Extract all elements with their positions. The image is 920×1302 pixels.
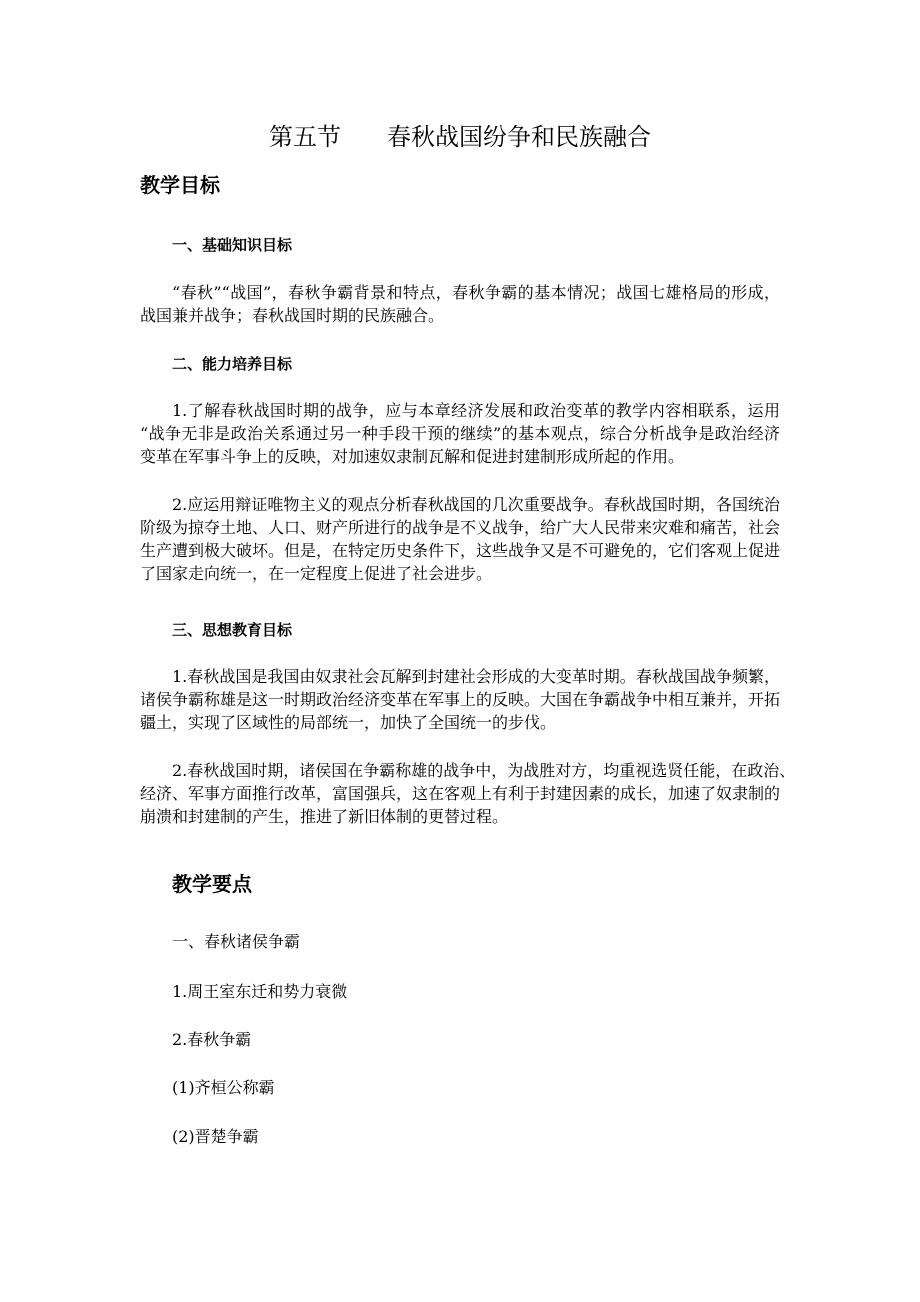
list-item: 2.春秋争霸 bbox=[172, 1030, 252, 1049]
paragraph bbox=[140, 665, 780, 734]
paragraph bbox=[140, 759, 796, 828]
paragraph-line: “战争无非是政治关系通过另一种手段干预的继续”的基本观点，综合分析战争是政治经济 bbox=[140, 424, 780, 443]
paragraph-line: 2.应运用辩证唯物主义的观点分析春秋战国的几次重要战争。春秋战国时期，各国统治 bbox=[172, 495, 780, 514]
paragraph-line: 变革在军事斗争上的反映，对加速奴隶制瓦解和促进封建制形成所起的作用。 bbox=[140, 447, 685, 466]
paragraph-line: 疆土，实现了区域性的局部统一，加快了全国统一的步伐。 bbox=[140, 713, 557, 732]
paragraph-line: 诸侯争霸称雄是这一时期政治经济变革在军事上的反映。大国在争霸战争中相互兼并，开拓 bbox=[140, 690, 781, 709]
paragraph bbox=[140, 493, 780, 585]
paragraph-line: 战国兼并战争；春秋战国时期的民族融合。 bbox=[140, 306, 445, 325]
goals-heading: 教学目标 bbox=[140, 173, 220, 197]
list-item: (2)晋楚争霸 bbox=[172, 1127, 259, 1146]
paragraph-line: 生产遭到极大破坏。但是，在特定历史条件下，这些战争又是不可避免的，它们客观上促进 bbox=[140, 541, 781, 560]
paragraph-line: 崩溃和封建制的产生，推进了新旧体制的更替过程。 bbox=[140, 807, 509, 826]
list-item: 一、春秋诸侯争霸 bbox=[172, 932, 301, 951]
paragraph-line: 2.春秋战国时期，诸侯国在争霸称雄的战争中，为战胜对方，均重视选贤任能，在政治、 bbox=[172, 761, 796, 780]
paragraph-line: “春秋”“战国”，春秋争霸背景和特点，春秋争霸的基本情况；战国七雄格局的形成， bbox=[172, 283, 780, 302]
subheading-ability: 二、能力培养目标 bbox=[172, 355, 293, 373]
paragraph bbox=[140, 281, 780, 327]
list-item: (1)齐桓公称霸 bbox=[172, 1078, 275, 1097]
subheading-ideology: 三、思想教育目标 bbox=[172, 621, 293, 639]
paragraph-line: 1.春秋战国是我国由奴隶社会瓦解到封建社会形成的大变革时期。春秋战国战争频繁， bbox=[172, 667, 780, 686]
paragraph-line: 1.了解春秋战国时期的战争，应与本章经济发展和政治变革的教学内容相联系，运用 bbox=[172, 401, 780, 420]
list-item: 1.周王室东迁和势力衰微 bbox=[172, 982, 348, 1001]
section-number: 第五节 bbox=[269, 123, 341, 151]
page-title bbox=[0, 122, 920, 152]
paragraph bbox=[140, 399, 780, 468]
subheading-basic-knowledge: 一、基础知识目标 bbox=[172, 236, 293, 254]
paragraph-line: 经济、军事方面推行改革，富国强兵，这在客观上有利于封建因素的成长，加速了奴隶制的 bbox=[140, 784, 781, 803]
points-heading: 教学要点 bbox=[172, 872, 252, 896]
section-name: 春秋战国纷争和民族融合 bbox=[387, 123, 651, 151]
paragraph-line: 阶级为掠夺土地、人口、财产所进行的战争是不义战争，给广大人民带来灾难和痛苦，社会 bbox=[140, 518, 781, 537]
paragraph-line: 了国家走向统一，在一定程度上促进了社会进步。 bbox=[140, 564, 493, 583]
